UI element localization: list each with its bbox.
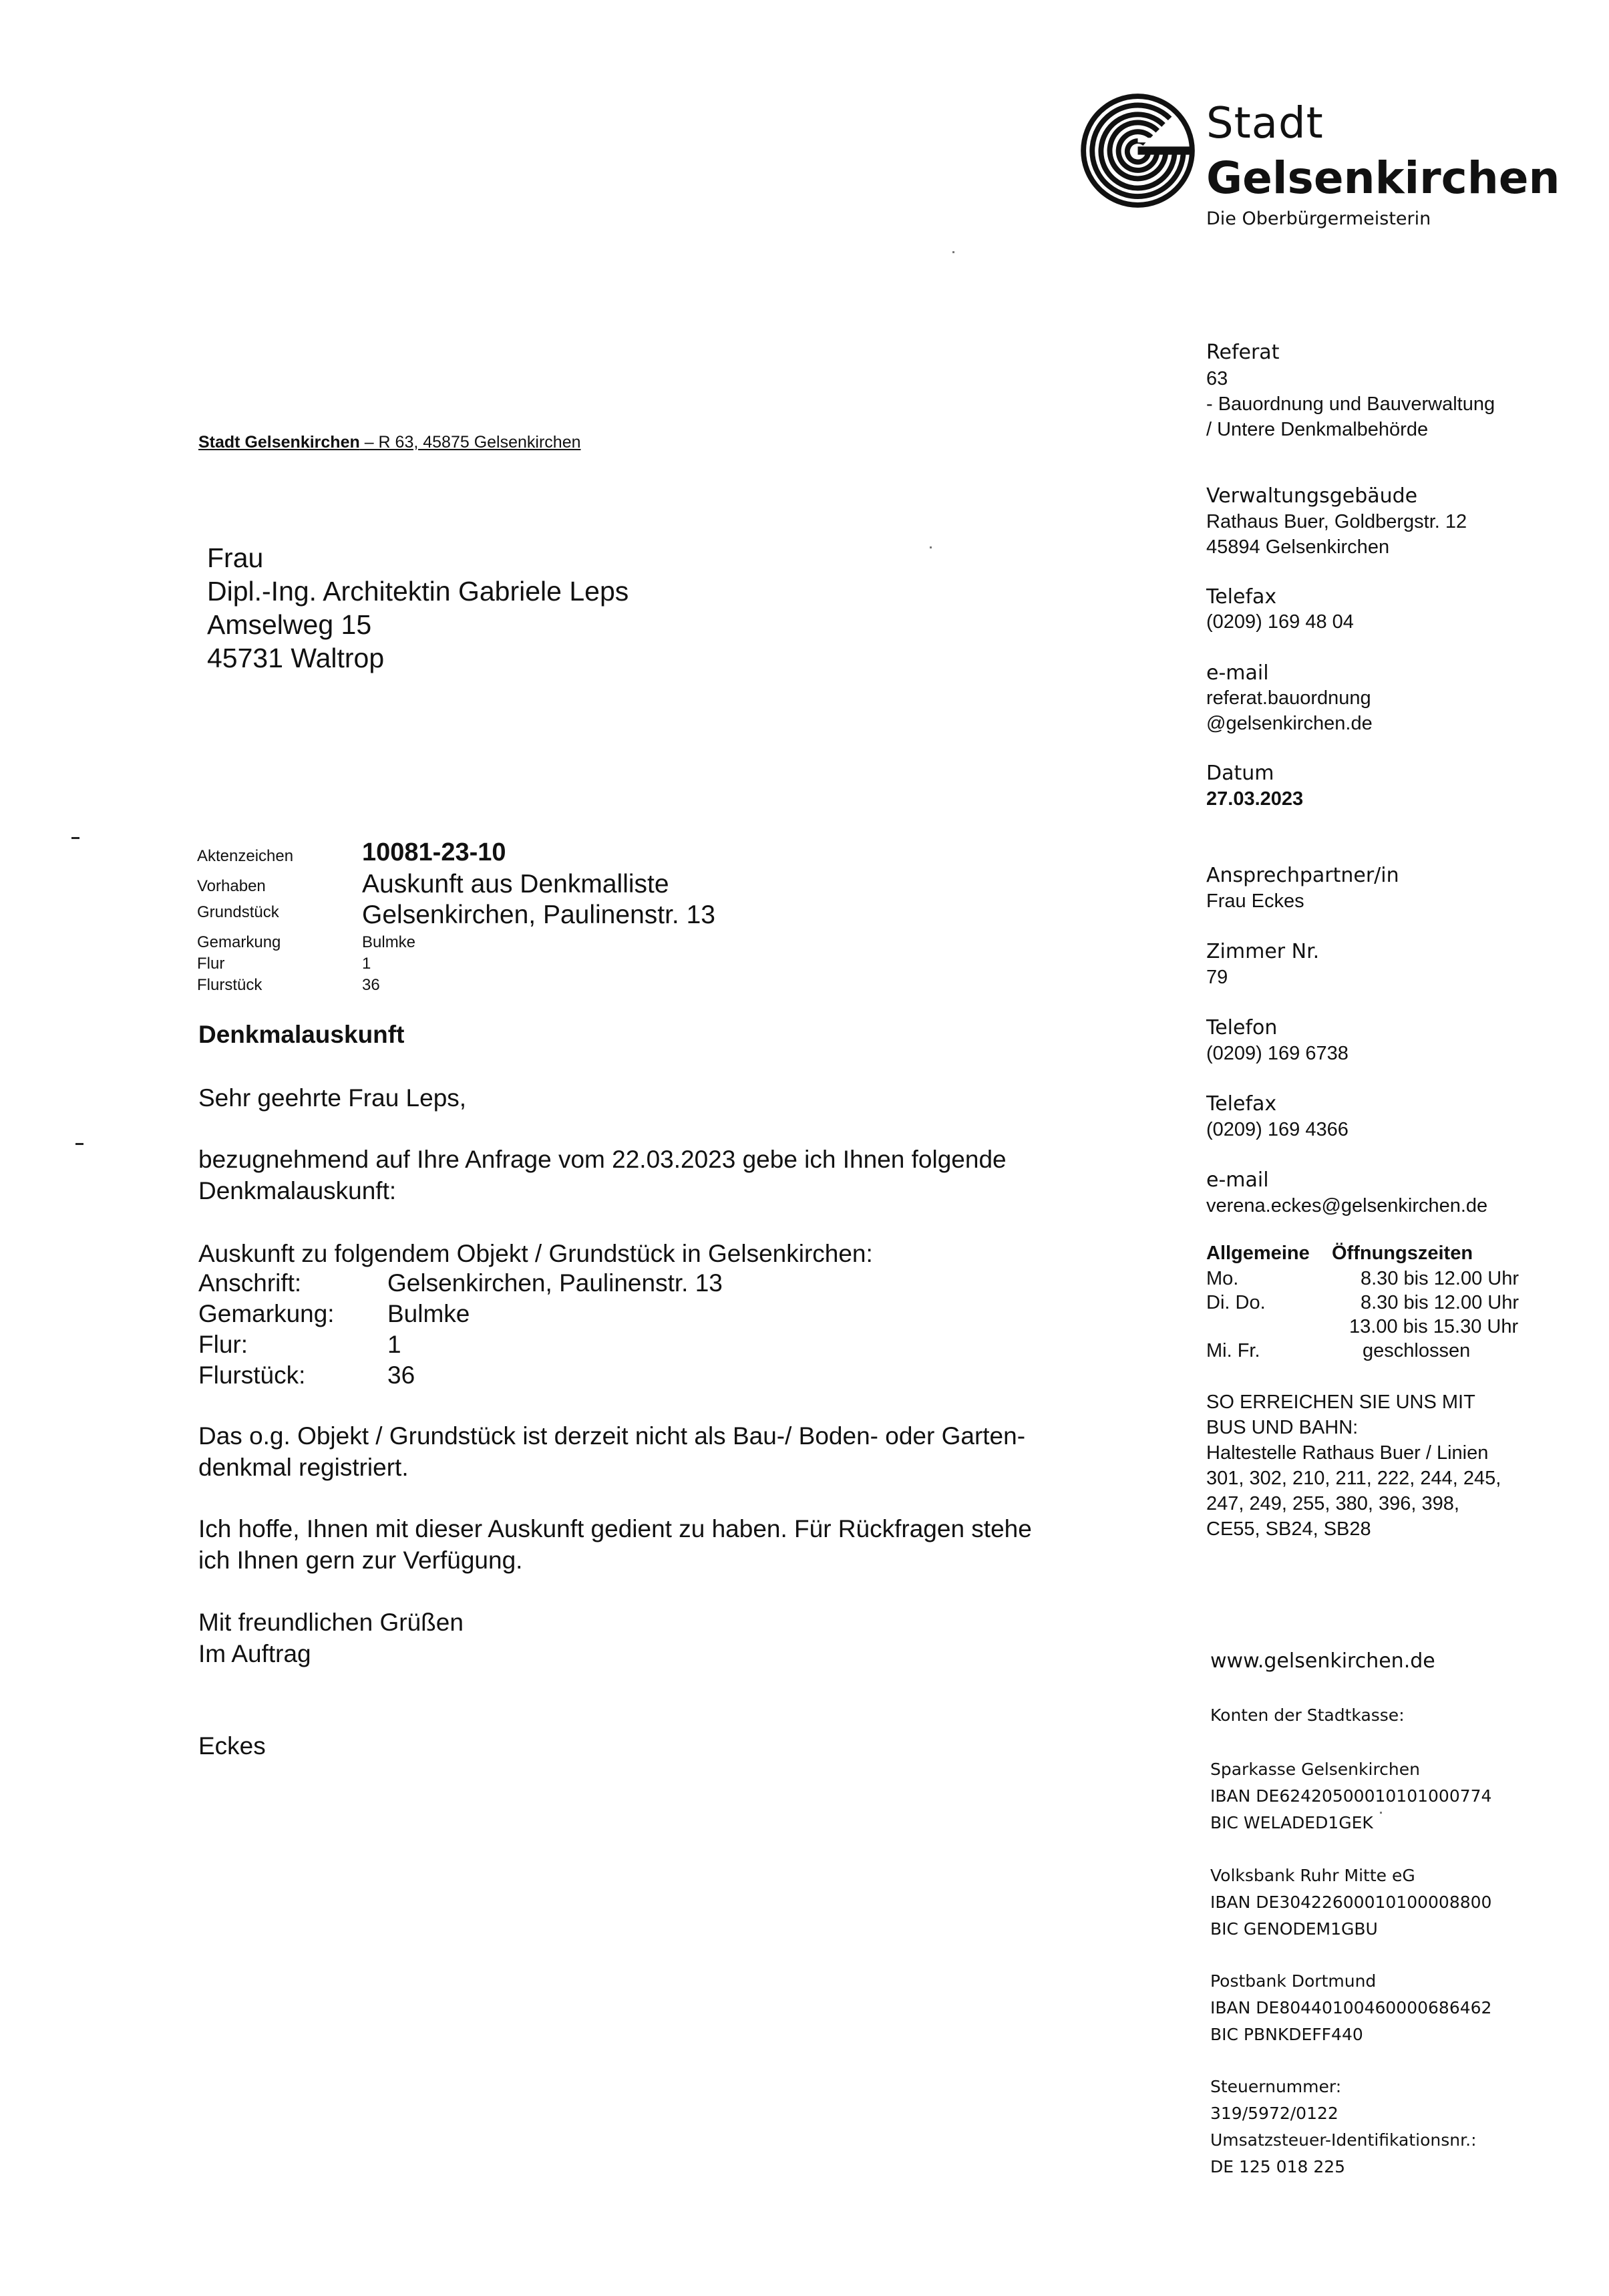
fold-mark-top [71,837,79,839]
email-2-value: verena.eckes@gelsenkirchen.de [1206,1195,1488,1216]
website-link[interactable]: www.gelsenkirchen.de [1210,1649,1435,1673]
transit-line-5: 247, 249, 255, 380, 396, 398, [1206,1493,1459,1514]
bank-3-bic: BIC PBNKDEFF440 [1210,2025,1363,2044]
info-anschrift-label: Anschrift: [198,1269,302,1297]
transit-info [1206,1389,1501,1542]
letter-paragraph-3 [198,1513,1032,1576]
ref-vorhaben: Auskunft aus Denkmalliste [362,870,669,898]
hours-time-1: 8.30 bis 12.00 Uhr [1361,1268,1519,1289]
hours-day-4: Mi. Fr. [1206,1340,1260,1361]
info-row-flurstueck [198,1361,415,1389]
bank-1-iban: IBAN DE62420500010101000774 [1210,1786,1492,1806]
recipient-name: Dipl.-Ing. Architektin Gabriele Leps [207,576,629,607]
bank-3-iban: IBAN DE80440100460000686462 [1210,1998,1492,2017]
zimmer-label: Zimmer Nr. [1206,940,1320,963]
sender-name: Stadt Gelsenkirchen [198,433,360,452]
info-flur-label: Flur: [198,1331,248,1358]
info-row-flur [198,1331,401,1359]
hours-time-3: 13.00 bis 15.30 Uhr [1349,1316,1519,1337]
ref-flur: 1 [362,955,371,973]
paragraph-1-line-1: bezugnehmend auf Ihre Anfrage vom 22.03.2023 gebe ich Ihnen folgende [198,1146,1007,1173]
letter-paragraph-1 [198,1144,1007,1206]
info-row-anschrift [198,1269,723,1297]
ref-grundstueck-label: Grundstück [197,903,279,921]
letter-signature: Eckes [198,1732,266,1760]
referat-line-2: / Untere Denkmalbehörde [1206,419,1429,440]
ref-aktenzeichen: 10081-23-10 [362,838,506,866]
logo-line-stadt: Stadt [1206,99,1324,148]
bank-3-name: Postbank Dortmund [1210,1971,1377,1991]
transit-line-1: SO ERREICHEN SIE UNS MIT [1206,1391,1475,1413]
hours-time-4: geschlossen [1363,1340,1471,1361]
email-label: e-mail [1206,661,1269,685]
verwaltung-line-2: 45894 Gelsenkirchen [1206,536,1390,558]
fold-mark-middle [75,1143,83,1145]
info-gemarkung: Bulmke [387,1300,470,1327]
scan-speck [1380,1812,1382,1814]
bank-1-bic: BIC WELADED1GEK [1210,1813,1373,1832]
hours-day-1: Mo. [1206,1268,1239,1289]
tax-info [1210,2074,1477,2180]
email-line-2: @gelsenkirchen.de [1206,713,1373,734]
bank-1-name: Sparkasse Gelsenkirchen [1210,1760,1420,1779]
datum-value: 27.03.2023 [1206,788,1304,810]
referat-number: 63 [1206,368,1228,389]
hours-day-2: Di. Do. [1206,1292,1266,1313]
datum-label: Datum [1206,762,1274,785]
ref-grundstueck: Gelsenkirchen, Paulinenstr. 13 [362,900,715,929]
closing-line-2: Im Auftrag [198,1640,311,1667]
verwaltung-line-1: Rathaus Buer, Goldbergstr. 12 [1206,511,1467,532]
info-heading: Auskunft zu folgendem Objekt / Grundstück in Gelsenkirchen: [198,1240,873,1267]
paragraph-3-line-2: ich Ihnen gern zur Verfügung. [198,1546,523,1574]
hours-time-2: 8.30 bis 12.00 Uhr [1361,1292,1519,1313]
ref-aktenzeichen-label: Aktenzeichen [197,847,294,865]
info-flur: 1 [387,1331,401,1358]
telefax-number: (0209) 169 48 04 [1206,611,1354,633]
telefax-label: Telefax [1206,585,1277,609]
steuernummer-label: Steuernummer: [1210,2077,1342,2096]
paragraph-3-line-1: Ich hoffe, Ihnen mit dieser Auskunft gedient zu haben. Für Rückfragen stehe [198,1515,1032,1542]
zimmer-value: 79 [1206,967,1228,988]
ref-gemarkung: Bulmke [362,933,416,951]
paragraph-2-line-2: denkmal registriert. [198,1454,409,1481]
transit-line-4: 301, 302, 210, 211, 222, 244, 245, [1206,1468,1501,1489]
recipient-address [207,541,629,675]
scan-speck [952,251,954,253]
ref-flur-label: Flur [197,955,225,973]
verwaltung-address [1206,509,1467,560]
ust-id-value: DE 125 018 225 [1210,2157,1346,2176]
paragraph-1-line-2: Denkmalauskunft: [198,1177,397,1204]
info-row-gemarkung [198,1300,470,1328]
letter-subject: Denkmalauskunft [198,1021,405,1048]
ref-flurstueck-label: Flurstück [197,976,262,994]
info-gemarkung-label: Gemarkung: [198,1300,335,1327]
referat-line-1: - Bauordnung und Bauverwaltung [1206,393,1495,415]
recipient-salutation: Frau [207,542,264,573]
transit-line-6: CE55, SB24, SB28 [1206,1518,1371,1540]
referat-label: Referat [1206,341,1280,364]
logo-line-gelsenkirchen: Gelsenkirchen [1206,152,1560,204]
ust-id-label: Umsatzsteuer-Identifikationsnr.: [1210,2130,1477,2150]
email-address [1206,685,1373,736]
ref-gemarkung-label: Gemarkung [197,933,281,951]
logo-subtitle: Die Oberbürgermeisterin [1206,208,1431,229]
ref-vorhaben-label: Vorhaben [197,877,266,895]
ansprechpartner-value: Frau Eckes [1206,890,1304,912]
closing-line-1: Mit freundlichen Grüßen [198,1609,464,1636]
referat-details [1206,366,1495,442]
bank-2-iban: IBAN DE30422600010100008800 [1210,1893,1492,1912]
letter-greeting: Sehr geehrte Frau Leps, [198,1084,467,1112]
letter-paragraph-2 [198,1420,1025,1483]
recipient-city: 45731 Waltrop [207,643,385,673]
info-flurstueck: 36 [387,1361,415,1389]
verwaltung-label: Verwaltungsgebäude [1206,484,1418,508]
konten-label: Konten der Stadtkasse: [1210,1705,1405,1725]
sender-return-address [198,433,581,452]
steuernummer-value: 319/5972/0122 [1210,2104,1338,2123]
letter-closing [198,1607,464,1669]
telefax-2-label: Telefax [1206,1092,1277,1116]
info-anschrift: Gelsenkirchen, Paulinenstr. 13 [387,1269,723,1297]
info-flurstueck-label: Flurstück: [198,1361,306,1389]
email-line-1: referat.bauordnung [1206,687,1371,709]
transit-line-3: Haltestelle Rathaus Buer / Linien [1206,1442,1489,1464]
email-2-label: e-mail [1206,1168,1269,1192]
hours-heading-2: Öffnungszeiten [1332,1243,1473,1264]
bank-3 [1210,1968,1491,2048]
gelsenkirchen-spiral-logo-icon [1079,92,1196,209]
ref-flurstueck: 36 [362,976,380,994]
bank-1 [1210,1756,1491,1836]
scan-speck [930,546,932,548]
hours-heading-1: Allgemeine [1206,1243,1310,1264]
telefax-2-value: (0209) 169 4366 [1206,1119,1349,1140]
telefon-value: (0209) 169 6738 [1206,1043,1349,1064]
paragraph-2-line-1: Das o.g. Objekt / Grundstück ist derzeit nicht als Bau-/ Boden- oder Garten- [198,1422,1026,1450]
bank-2 [1210,1862,1491,1943]
recipient-street: Amselweg 15 [207,609,372,640]
transit-line-2: BUS UND BAHN: [1206,1417,1359,1438]
bank-2-name: Volksbank Ruhr Mitte eG [1210,1866,1415,1885]
bank-2-bic: BIC GENODEM1GBU [1210,1919,1378,1939]
sender-address: – R 63, 45875 Gelsenkirchen [359,433,581,452]
ansprechpartner-label: Ansprechpartner/in [1206,864,1399,887]
telefon-label: Telefon [1206,1016,1278,1039]
